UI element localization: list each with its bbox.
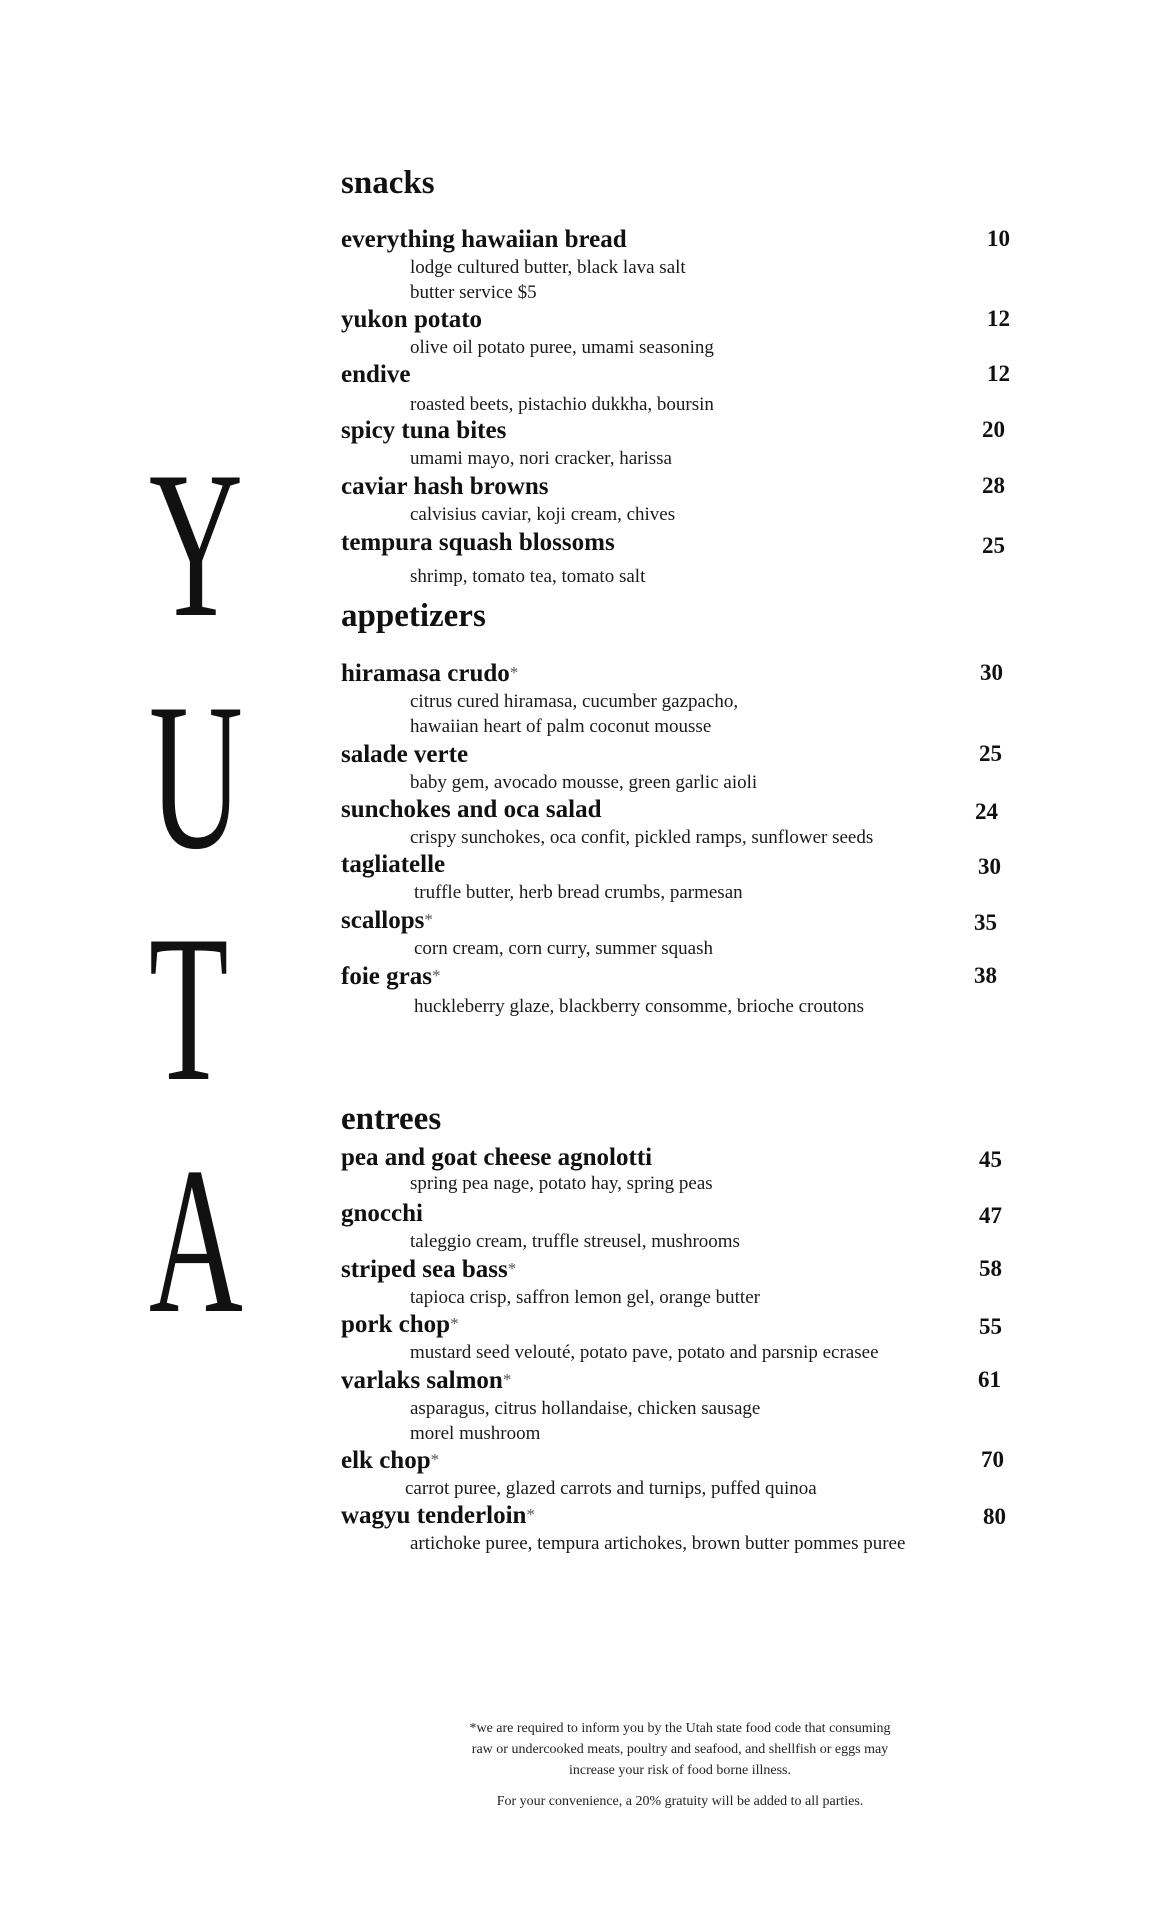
item-price: 25 (979, 741, 1002, 766)
item-name: tempura squash blossoms (341, 529, 615, 556)
item-price: 45 (979, 1147, 1002, 1172)
item-description: shrimp, tomato tea, tomato salt (410, 566, 646, 587)
brand-letter-u: U (148, 661, 243, 893)
item-price: 30 (978, 854, 1001, 879)
item-price: 80 (983, 1504, 1006, 1529)
raw-food-asterisk: * (502, 1370, 512, 1389)
item-description: butter service $5 (410, 282, 537, 303)
item-name: tagliatelle (341, 851, 446, 878)
item-price: 20 (982, 417, 1005, 442)
item-name: yukon potato (341, 306, 483, 333)
item-description: umami mayo, nori cracker, harissa (410, 448, 672, 469)
raw-food-asterisk: * (507, 1259, 517, 1278)
item-name: everything hawaiian bread (341, 226, 627, 253)
item-description: mustard seed velouté, potato pave, potato and parsnip ecrasee (410, 1342, 879, 1363)
item-description: lodge cultured butter, black lava salt (410, 257, 686, 278)
item-price: 55 (979, 1314, 1002, 1339)
raw-food-asterisk: * (526, 1505, 535, 1524)
item-name: gnocchi (341, 1200, 423, 1227)
item-price: 25 (982, 533, 1005, 558)
brand-letter-y: Y (148, 429, 243, 661)
item-description: huckleberry glaze, blackberry consomme, brioche croutons (414, 996, 865, 1017)
item-name: elk chop* (341, 1447, 440, 1474)
section-title-appetizers: appetizers (341, 598, 486, 634)
notice-line: increase your risk of food borne illness. (569, 1763, 791, 1778)
item-price: 28 (982, 473, 1005, 498)
item-description: crispy sunchokes, oca confit, pickled ramps, sunflower seeds (410, 827, 874, 848)
item-name: pea and goat cheese agnolotti (341, 1144, 653, 1171)
item-description: taleggio cream, truffle streusel, mushrooms (410, 1231, 740, 1252)
item-price: 61 (978, 1367, 1001, 1392)
brand-letter-t: T (148, 893, 229, 1125)
section-title-snacks: snacks (341, 165, 435, 201)
item-price: 12 (987, 306, 1010, 331)
item-description: baby gem, avocado mousse, green garlic aioli (410, 772, 758, 793)
item-name: sunchokes and oca salad (341, 796, 602, 823)
gratuity-notice: For your convenience, a 20% gratuity will be added to all parties. (496, 1794, 864, 1809)
item-description: artichoke puree, tempura artichokes, brown butter pommes puree (410, 1533, 906, 1554)
item-name: foie gras* (341, 963, 441, 990)
item-description: carrot puree, glazed carrots and turnips, puffed quinoa (405, 1478, 817, 1499)
item-name: salade verte (341, 741, 469, 768)
item-price: 10 (987, 226, 1010, 251)
item-description: hawaiian heart of palm coconut mousse (410, 716, 712, 737)
item-name: spicy tuna bites (341, 417, 507, 444)
item-price: 47 (979, 1203, 1002, 1228)
item-price: 58 (979, 1256, 1002, 1281)
section-title-entrees: entrees (341, 1101, 442, 1137)
item-price: 70 (981, 1447, 1004, 1472)
item-name: wagyu tenderloin* (341, 1502, 535, 1529)
item-name: hiramasa crudo* (341, 660, 519, 687)
raw-food-asterisk: * (430, 1450, 440, 1469)
notice-line: raw or undercooked meats, poultry and seafood, and shellfish or eggs may (471, 1742, 889, 1757)
item-name: pork chop* (341, 1311, 459, 1338)
raw-food-asterisk: * (424, 910, 433, 929)
item-description: truffle butter, herb bread crumbs, parmesan (414, 882, 743, 903)
raw-food-asterisk: * (509, 663, 519, 682)
item-description: calvisius caviar, koji cream, chives (410, 504, 676, 525)
item-price: 35 (974, 910, 997, 935)
item-name: varlaks salmon* (341, 1367, 512, 1394)
item-description: citrus cured hiramasa, cucumber gazpacho, (410, 691, 739, 712)
item-name: caviar hash browns (341, 473, 549, 500)
item-description: olive oil potato puree, umami seasoning (410, 337, 714, 358)
item-name: endive (341, 361, 411, 388)
item-description: spring pea nage, potato hay, spring peas (410, 1173, 713, 1194)
item-price: 30 (980, 660, 1003, 685)
raw-food-asterisk: * (431, 966, 441, 985)
raw-food-asterisk: * (450, 1314, 459, 1333)
item-description: tapioca crisp, saffron lemon gel, orange butter (410, 1287, 760, 1308)
item-description: asparagus, citrus hollandaise, chicken sausage (410, 1398, 761, 1419)
item-price: 38 (974, 963, 997, 988)
item-name: scallops* (341, 907, 433, 934)
raw-food-notice (400, 1718, 960, 1781)
item-price: 12 (987, 361, 1010, 386)
item-description: corn cream, corn curry, summer squash (414, 938, 713, 959)
item-description: roasted beets, pistachio dukkha, boursin (410, 394, 714, 415)
item-price: 24 (975, 799, 998, 824)
item-description: morel mushroom (410, 1423, 541, 1444)
item-name: striped sea bass* (341, 1256, 517, 1283)
brand-letter-a: A (148, 1125, 243, 1357)
notice-line: *we are required to inform you by the Utah state food code that consuming (469, 1721, 891, 1736)
